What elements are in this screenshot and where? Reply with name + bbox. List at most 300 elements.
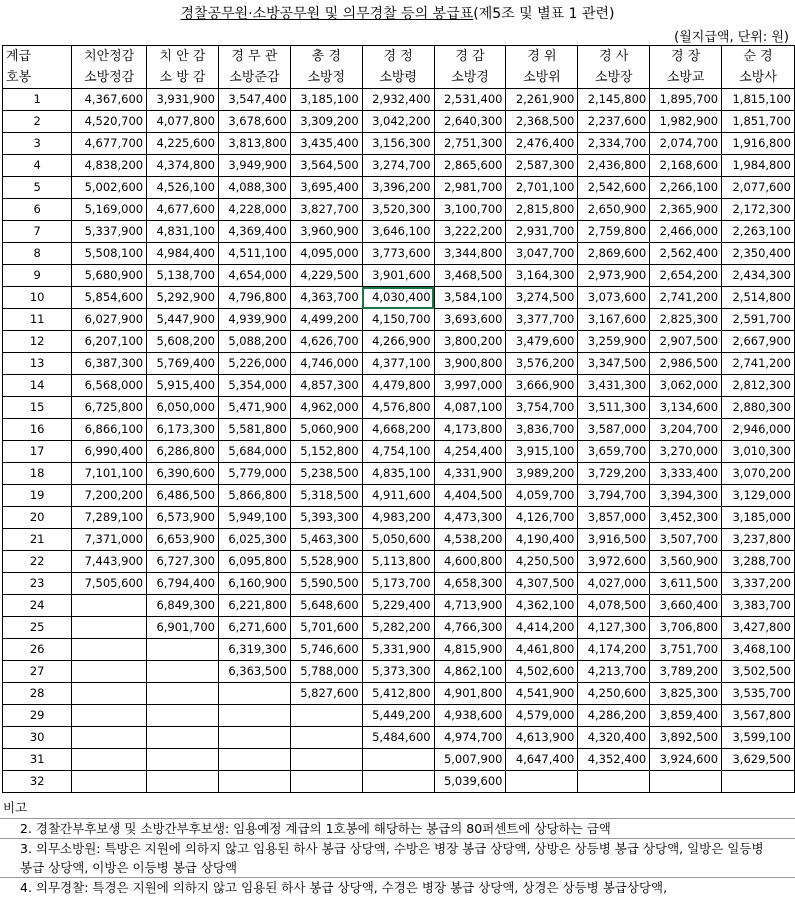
- salary-cell[interactable]: 4,059,700: [506, 485, 578, 507]
- salary-cell[interactable]: 2,640,300: [434, 111, 506, 133]
- salary-cell[interactable]: 6,286,800: [147, 441, 219, 463]
- salary-cell[interactable]: 3,646,100: [362, 221, 434, 243]
- salary-cell[interactable]: 6,725,800: [72, 397, 147, 419]
- header-rank-cell[interactable]: 치 안 감: [147, 46, 219, 68]
- salary-cell[interactable]: 2,542,600: [578, 177, 650, 199]
- step-cell[interactable]: 27: [3, 661, 72, 683]
- salary-cell[interactable]: 2,466,000: [650, 221, 722, 243]
- salary-cell[interactable]: 4,746,000: [290, 353, 362, 375]
- salary-cell[interactable]: 3,259,900: [578, 331, 650, 353]
- salary-cell[interactable]: 4,363,700: [290, 287, 362, 309]
- salary-cell[interactable]: 5,866,800: [218, 485, 290, 507]
- salary-cell[interactable]: 2,825,300: [650, 309, 722, 331]
- salary-cell[interactable]: 6,025,300: [218, 529, 290, 551]
- salary-cell[interactable]: 4,331,900: [434, 463, 506, 485]
- salary-cell[interactable]: 3,693,600: [434, 309, 506, 331]
- salary-cell[interactable]: 6,794,400: [147, 573, 219, 595]
- salary-cell[interactable]: 4,095,000: [290, 243, 362, 265]
- salary-cell[interactable]: 4,754,100: [362, 441, 434, 463]
- salary-cell[interactable]: 4,030,400: [362, 287, 434, 309]
- salary-cell[interactable]: 4,600,800: [434, 551, 506, 573]
- salary-cell[interactable]: 3,502,500: [722, 661, 795, 683]
- salary-cell[interactable]: [722, 771, 795, 793]
- salary-cell[interactable]: 2,880,300: [722, 397, 795, 419]
- header-rank-label[interactable]: 호봉: [3, 67, 72, 89]
- salary-cell[interactable]: 6,050,000: [147, 397, 219, 419]
- salary-cell[interactable]: 3,237,800: [722, 529, 795, 551]
- step-cell[interactable]: 20: [3, 507, 72, 529]
- salary-cell[interactable]: 3,333,400: [650, 463, 722, 485]
- salary-cell[interactable]: 3,789,200: [650, 661, 722, 683]
- salary-cell[interactable]: 4,901,800: [434, 683, 506, 705]
- salary-cell[interactable]: 3,010,300: [722, 441, 795, 463]
- salary-cell[interactable]: 5,039,600: [434, 771, 506, 793]
- salary-cell[interactable]: 4,626,700: [290, 331, 362, 353]
- salary-cell[interactable]: 2,261,900: [506, 89, 578, 111]
- step-cell[interactable]: 2: [3, 111, 72, 133]
- salary-cell[interactable]: 4,713,900: [434, 595, 506, 617]
- salary-cell[interactable]: 3,695,400: [290, 177, 362, 199]
- salary-cell[interactable]: 3,611,500: [650, 573, 722, 595]
- salary-cell[interactable]: 4,404,500: [434, 485, 506, 507]
- salary-cell[interactable]: 3,560,900: [650, 551, 722, 573]
- header-rank-cell[interactable]: 소 방 감: [147, 67, 219, 89]
- salary-cell[interactable]: 3,567,800: [722, 705, 795, 727]
- header-rank-cell[interactable]: 소방위: [506, 67, 578, 89]
- header-rank-cell[interactable]: 치안정감: [72, 46, 147, 68]
- salary-cell[interactable]: 4,077,800: [147, 111, 219, 133]
- step-cell[interactable]: 24: [3, 595, 72, 617]
- salary-cell[interactable]: 6,027,900: [72, 309, 147, 331]
- salary-cell[interactable]: 6,160,900: [218, 573, 290, 595]
- salary-cell[interactable]: 3,924,600: [650, 749, 722, 771]
- salary-cell[interactable]: 2,751,300: [434, 133, 506, 155]
- salary-cell[interactable]: 4,831,100: [147, 221, 219, 243]
- salary-cell[interactable]: 5,393,300: [290, 507, 362, 529]
- salary-cell[interactable]: 3,773,600: [362, 243, 434, 265]
- salary-cell[interactable]: 4,857,300: [290, 375, 362, 397]
- salary-cell[interactable]: 3,901,600: [362, 265, 434, 287]
- header-rank-cell[interactable]: 소방령: [362, 67, 434, 89]
- salary-cell[interactable]: [362, 749, 434, 771]
- salary-cell[interactable]: 3,073,600: [578, 287, 650, 309]
- salary-cell[interactable]: 5,007,900: [434, 749, 506, 771]
- salary-cell[interactable]: [290, 771, 362, 793]
- salary-cell[interactable]: 6,207,100: [72, 331, 147, 353]
- salary-cell[interactable]: 6,271,600: [218, 617, 290, 639]
- salary-cell[interactable]: 2,587,300: [506, 155, 578, 177]
- salary-cell[interactable]: 5,484,600: [362, 727, 434, 749]
- salary-cell[interactable]: 3,599,100: [722, 727, 795, 749]
- salary-cell[interactable]: 4,320,400: [578, 727, 650, 749]
- salary-cell[interactable]: 5,746,600: [290, 639, 362, 661]
- salary-cell[interactable]: 3,222,200: [434, 221, 506, 243]
- salary-cell[interactable]: 4,374,800: [147, 155, 219, 177]
- salary-cell[interactable]: 3,383,700: [722, 595, 795, 617]
- salary-cell[interactable]: 5,113,800: [362, 551, 434, 573]
- salary-cell[interactable]: 4,367,600: [72, 89, 147, 111]
- salary-cell[interactable]: 3,666,900: [506, 375, 578, 397]
- salary-cell[interactable]: 1,815,100: [722, 89, 795, 111]
- salary-cell[interactable]: 4,150,700: [362, 309, 434, 331]
- salary-cell[interactable]: 4,078,500: [578, 595, 650, 617]
- salary-cell[interactable]: [362, 771, 434, 793]
- salary-cell[interactable]: 4,250,600: [578, 683, 650, 705]
- salary-cell[interactable]: 3,751,700: [650, 639, 722, 661]
- salary-cell[interactable]: 5,590,500: [290, 573, 362, 595]
- salary-cell[interactable]: 5,471,900: [218, 397, 290, 419]
- salary-cell[interactable]: 4,911,600: [362, 485, 434, 507]
- salary-cell[interactable]: 3,288,700: [722, 551, 795, 573]
- salary-cell[interactable]: 3,827,700: [290, 199, 362, 221]
- salary-cell[interactable]: 2,168,600: [650, 155, 722, 177]
- salary-cell[interactable]: [72, 639, 147, 661]
- salary-cell[interactable]: 3,134,600: [650, 397, 722, 419]
- salary-cell[interactable]: [290, 727, 362, 749]
- salary-cell[interactable]: 5,949,100: [218, 507, 290, 529]
- salary-cell[interactable]: 3,204,700: [650, 419, 722, 441]
- salary-cell[interactable]: 4,677,600: [147, 199, 219, 221]
- step-cell[interactable]: 10: [3, 287, 72, 309]
- salary-cell[interactable]: 4,190,400: [506, 529, 578, 551]
- salary-cell[interactable]: 2,907,500: [650, 331, 722, 353]
- salary-cell[interactable]: 4,027,000: [578, 573, 650, 595]
- step-cell[interactable]: 31: [3, 749, 72, 771]
- salary-cell[interactable]: 6,387,300: [72, 353, 147, 375]
- salary-cell[interactable]: 3,892,500: [650, 727, 722, 749]
- salary-cell[interactable]: 7,443,900: [72, 551, 147, 573]
- salary-cell[interactable]: 3,660,400: [650, 595, 722, 617]
- salary-cell[interactable]: [72, 771, 147, 793]
- salary-cell[interactable]: 3,564,500: [290, 155, 362, 177]
- header-rank-cell[interactable]: 경 무 관: [218, 46, 290, 68]
- salary-cell[interactable]: 5,447,900: [147, 309, 219, 331]
- salary-cell[interactable]: 2,869,600: [578, 243, 650, 265]
- salary-cell[interactable]: 3,900,800: [434, 353, 506, 375]
- header-rank-cell[interactable]: 경 감: [434, 46, 506, 68]
- salary-cell[interactable]: 6,390,600: [147, 463, 219, 485]
- salary-cell[interactable]: 3,859,400: [650, 705, 722, 727]
- salary-cell[interactable]: 7,289,100: [72, 507, 147, 529]
- salary-cell[interactable]: 4,126,700: [506, 507, 578, 529]
- salary-cell[interactable]: 5,827,600: [290, 683, 362, 705]
- salary-cell[interactable]: 5,373,300: [362, 661, 434, 683]
- salary-cell[interactable]: 2,815,800: [506, 199, 578, 221]
- salary-cell[interactable]: 4,647,400: [506, 749, 578, 771]
- salary-cell[interactable]: 5,050,600: [362, 529, 434, 551]
- salary-cell[interactable]: [218, 749, 290, 771]
- salary-cell[interactable]: 3,427,800: [722, 617, 795, 639]
- salary-cell[interactable]: 5,788,000: [290, 661, 362, 683]
- salary-cell[interactable]: 4,835,100: [362, 463, 434, 485]
- salary-cell[interactable]: 4,796,800: [218, 287, 290, 309]
- salary-cell[interactable]: 5,292,900: [147, 287, 219, 309]
- salary-cell[interactable]: 3,825,300: [650, 683, 722, 705]
- salary-cell[interactable]: 3,659,700: [578, 441, 650, 463]
- salary-cell[interactable]: 2,368,500: [506, 111, 578, 133]
- salary-cell[interactable]: 3,070,200: [722, 463, 795, 485]
- salary-cell[interactable]: 3,507,700: [650, 529, 722, 551]
- header-rank-cell[interactable]: 소방경: [434, 67, 506, 89]
- salary-cell[interactable]: 4,502,600: [506, 661, 578, 683]
- salary-cell[interactable]: 5,229,400: [362, 595, 434, 617]
- salary-cell[interactable]: 1,982,900: [650, 111, 722, 133]
- salary-cell[interactable]: 3,989,200: [506, 463, 578, 485]
- step-cell[interactable]: 23: [3, 573, 72, 595]
- salary-cell[interactable]: [147, 749, 219, 771]
- salary-cell[interactable]: 3,576,200: [506, 353, 578, 375]
- salary-cell[interactable]: 3,754,700: [506, 397, 578, 419]
- salary-cell[interactable]: 4,520,700: [72, 111, 147, 133]
- salary-cell[interactable]: 2,654,200: [650, 265, 722, 287]
- salary-cell[interactable]: [506, 771, 578, 793]
- salary-cell[interactable]: 4,174,200: [578, 639, 650, 661]
- salary-cell[interactable]: 2,973,900: [578, 265, 650, 287]
- salary-cell[interactable]: 2,591,700: [722, 309, 795, 331]
- salary-cell[interactable]: 5,169,000: [72, 199, 147, 221]
- salary-cell[interactable]: 6,990,400: [72, 441, 147, 463]
- salary-cell[interactable]: 2,145,800: [578, 89, 650, 111]
- salary-cell[interactable]: 6,221,800: [218, 595, 290, 617]
- salary-cell[interactable]: 6,849,300: [147, 595, 219, 617]
- step-cell[interactable]: 3: [3, 133, 72, 155]
- salary-cell[interactable]: 5,648,600: [290, 595, 362, 617]
- salary-cell[interactable]: 2,865,600: [434, 155, 506, 177]
- salary-cell[interactable]: 3,520,300: [362, 199, 434, 221]
- salary-cell[interactable]: 2,476,400: [506, 133, 578, 155]
- salary-cell[interactable]: 3,949,900: [218, 155, 290, 177]
- salary-cell[interactable]: 5,608,200: [147, 331, 219, 353]
- salary-cell[interactable]: 7,101,100: [72, 463, 147, 485]
- salary-cell[interactable]: 3,047,700: [506, 243, 578, 265]
- salary-cell[interactable]: 2,514,800: [722, 287, 795, 309]
- salary-cell[interactable]: [578, 771, 650, 793]
- salary-cell[interactable]: 2,334,700: [578, 133, 650, 155]
- salary-cell[interactable]: 3,431,300: [578, 375, 650, 397]
- salary-cell[interactable]: [147, 727, 219, 749]
- salary-cell[interactable]: 4,668,200: [362, 419, 434, 441]
- salary-cell[interactable]: 4,088,300: [218, 177, 290, 199]
- salary-cell[interactable]: 4,473,300: [434, 507, 506, 529]
- salary-cell[interactable]: 3,997,000: [434, 375, 506, 397]
- salary-cell[interactable]: 3,916,500: [578, 529, 650, 551]
- step-cell[interactable]: 1: [3, 89, 72, 111]
- salary-cell[interactable]: 4,838,200: [72, 155, 147, 177]
- header-rank-cell[interactable]: 소방정: [290, 67, 362, 89]
- salary-cell[interactable]: [147, 771, 219, 793]
- step-cell[interactable]: 11: [3, 309, 72, 331]
- salary-cell[interactable]: 6,568,000: [72, 375, 147, 397]
- header-rank-cell[interactable]: 경 사: [578, 46, 650, 68]
- salary-cell[interactable]: 4,526,100: [147, 177, 219, 199]
- salary-cell[interactable]: 3,836,700: [506, 419, 578, 441]
- salary-cell[interactable]: 4,414,200: [506, 617, 578, 639]
- header-rank-cell[interactable]: 경 정: [362, 46, 434, 68]
- salary-cell[interactable]: 3,729,200: [578, 463, 650, 485]
- salary-cell[interactable]: 3,535,700: [722, 683, 795, 705]
- salary-cell[interactable]: 6,486,500: [147, 485, 219, 507]
- salary-cell[interactable]: 3,274,700: [362, 155, 434, 177]
- salary-cell[interactable]: 6,173,300: [147, 419, 219, 441]
- salary-cell[interactable]: 4,173,800: [434, 419, 506, 441]
- salary-cell[interactable]: 4,658,300: [434, 573, 506, 595]
- salary-cell[interactable]: 4,576,800: [362, 397, 434, 419]
- salary-cell[interactable]: 2,931,700: [506, 221, 578, 243]
- salary-cell[interactable]: [72, 705, 147, 727]
- salary-cell[interactable]: 3,587,000: [578, 419, 650, 441]
- step-cell[interactable]: 21: [3, 529, 72, 551]
- salary-cell[interactable]: 5,318,500: [290, 485, 362, 507]
- salary-cell[interactable]: 3,394,300: [650, 485, 722, 507]
- salary-cell[interactable]: 1,916,800: [722, 133, 795, 155]
- salary-cell[interactable]: 2,237,600: [578, 111, 650, 133]
- salary-cell[interactable]: 2,074,700: [650, 133, 722, 155]
- header-rank-cell[interactable]: 총 경: [290, 46, 362, 68]
- header-rank-cell[interactable]: 소방장: [578, 67, 650, 89]
- salary-cell[interactable]: [147, 661, 219, 683]
- salary-cell[interactable]: [72, 617, 147, 639]
- salary-cell[interactable]: 3,274,500: [506, 287, 578, 309]
- salary-cell[interactable]: 4,511,100: [218, 243, 290, 265]
- salary-cell[interactable]: 3,452,300: [650, 507, 722, 529]
- salary-cell[interactable]: 5,354,000: [218, 375, 290, 397]
- header-rank-cell[interactable]: 소방사: [722, 67, 795, 89]
- salary-cell[interactable]: 5,138,700: [147, 265, 219, 287]
- salary-cell[interactable]: 5,508,100: [72, 243, 147, 265]
- salary-cell[interactable]: 4,362,100: [506, 595, 578, 617]
- salary-cell[interactable]: 2,701,100: [506, 177, 578, 199]
- salary-cell[interactable]: [650, 771, 722, 793]
- salary-cell[interactable]: 5,684,000: [218, 441, 290, 463]
- step-cell[interactable]: 15: [3, 397, 72, 419]
- salary-cell[interactable]: [290, 705, 362, 727]
- salary-cell[interactable]: 5,412,800: [362, 683, 434, 705]
- salary-cell[interactable]: 2,266,100: [650, 177, 722, 199]
- step-cell[interactable]: 17: [3, 441, 72, 463]
- step-cell[interactable]: 28: [3, 683, 72, 705]
- step-cell[interactable]: 6: [3, 199, 72, 221]
- salary-cell[interactable]: 4,499,200: [290, 309, 362, 331]
- salary-cell[interactable]: 5,173,700: [362, 573, 434, 595]
- salary-cell[interactable]: 5,282,200: [362, 617, 434, 639]
- salary-cell[interactable]: 4,815,900: [434, 639, 506, 661]
- salary-cell[interactable]: 2,650,900: [578, 199, 650, 221]
- salary-cell[interactable]: 5,915,400: [147, 375, 219, 397]
- header-rank-cell[interactable]: 경 장: [650, 46, 722, 68]
- salary-cell[interactable]: 5,854,600: [72, 287, 147, 309]
- salary-cell[interactable]: 4,983,200: [362, 507, 434, 529]
- salary-cell[interactable]: 1,895,700: [650, 89, 722, 111]
- salary-cell[interactable]: 3,468,100: [722, 639, 795, 661]
- salary-cell[interactable]: 7,371,000: [72, 529, 147, 551]
- salary-cell[interactable]: 7,200,200: [72, 485, 147, 507]
- salary-cell[interactable]: 2,365,900: [650, 199, 722, 221]
- header-rank-cell[interactable]: 소방준감: [218, 67, 290, 89]
- salary-cell[interactable]: 2,932,400: [362, 89, 434, 111]
- salary-cell[interactable]: 4,307,500: [506, 573, 578, 595]
- salary-cell[interactable]: 4,127,300: [578, 617, 650, 639]
- salary-cell[interactable]: 4,974,700: [434, 727, 506, 749]
- salary-cell[interactable]: 6,727,300: [147, 551, 219, 573]
- salary-cell[interactable]: 6,866,100: [72, 419, 147, 441]
- salary-cell[interactable]: 3,511,300: [578, 397, 650, 419]
- salary-cell[interactable]: 3,584,100: [434, 287, 506, 309]
- salary-cell[interactable]: 3,129,000: [722, 485, 795, 507]
- salary-cell[interactable]: 3,960,900: [290, 221, 362, 243]
- salary-cell[interactable]: 4,213,700: [578, 661, 650, 683]
- salary-cell[interactable]: 4,766,300: [434, 617, 506, 639]
- salary-cell[interactable]: 5,680,900: [72, 265, 147, 287]
- salary-cell[interactable]: 4,677,700: [72, 133, 147, 155]
- salary-cell[interactable]: 3,167,600: [578, 309, 650, 331]
- step-cell[interactable]: 18: [3, 463, 72, 485]
- salary-cell[interactable]: 3,270,000: [650, 441, 722, 463]
- salary-cell[interactable]: 2,946,000: [722, 419, 795, 441]
- salary-cell[interactable]: 3,468,500: [434, 265, 506, 287]
- salary-cell[interactable]: 3,377,700: [506, 309, 578, 331]
- salary-cell[interactable]: 2,263,100: [722, 221, 795, 243]
- salary-cell[interactable]: 3,164,300: [506, 265, 578, 287]
- salary-cell[interactable]: 5,331,900: [362, 639, 434, 661]
- step-cell[interactable]: 19: [3, 485, 72, 507]
- salary-cell[interactable]: 6,319,300: [218, 639, 290, 661]
- salary-cell[interactable]: 5,581,800: [218, 419, 290, 441]
- salary-cell[interactable]: 4,286,200: [578, 705, 650, 727]
- salary-cell[interactable]: 4,250,500: [506, 551, 578, 573]
- salary-cell[interactable]: 6,573,900: [147, 507, 219, 529]
- salary-cell[interactable]: 4,228,000: [218, 199, 290, 221]
- salary-cell[interactable]: 4,229,500: [290, 265, 362, 287]
- step-cell[interactable]: 8: [3, 243, 72, 265]
- salary-cell[interactable]: 3,042,200: [362, 111, 434, 133]
- step-cell[interactable]: 13: [3, 353, 72, 375]
- salary-cell[interactable]: 3,347,500: [578, 353, 650, 375]
- salary-cell[interactable]: 2,667,900: [722, 331, 795, 353]
- salary-cell[interactable]: 5,002,600: [72, 177, 147, 199]
- salary-cell[interactable]: [147, 683, 219, 705]
- salary-cell[interactable]: 3,706,800: [650, 617, 722, 639]
- salary-cell[interactable]: [218, 727, 290, 749]
- step-cell[interactable]: 26: [3, 639, 72, 661]
- salary-cell[interactable]: 5,449,200: [362, 705, 434, 727]
- salary-cell[interactable]: 4,266,900: [362, 331, 434, 353]
- salary-cell[interactable]: 3,972,600: [578, 551, 650, 573]
- salary-cell[interactable]: 5,779,000: [218, 463, 290, 485]
- salary-cell[interactable]: 2,436,800: [578, 155, 650, 177]
- salary-cell[interactable]: 4,479,800: [362, 375, 434, 397]
- step-cell[interactable]: 14: [3, 375, 72, 397]
- step-cell[interactable]: 16: [3, 419, 72, 441]
- salary-cell[interactable]: 3,629,500: [722, 749, 795, 771]
- salary-cell[interactable]: 3,813,800: [218, 133, 290, 155]
- step-cell[interactable]: 25: [3, 617, 72, 639]
- header-rank-cell[interactable]: 소방정감: [72, 67, 147, 89]
- salary-cell[interactable]: 4,352,400: [578, 749, 650, 771]
- header-rank-cell[interactable]: 경 위: [506, 46, 578, 68]
- salary-cell[interactable]: 3,435,400: [290, 133, 362, 155]
- salary-cell[interactable]: 3,547,400: [218, 89, 290, 111]
- salary-cell[interactable]: 1,984,800: [722, 155, 795, 177]
- salary-cell[interactable]: 2,741,200: [722, 353, 795, 375]
- step-cell[interactable]: 29: [3, 705, 72, 727]
- salary-cell[interactable]: 2,759,800: [578, 221, 650, 243]
- salary-cell[interactable]: 4,613,900: [506, 727, 578, 749]
- salary-cell[interactable]: 5,060,900: [290, 419, 362, 441]
- salary-cell[interactable]: 5,337,900: [72, 221, 147, 243]
- salary-cell[interactable]: 5,226,000: [218, 353, 290, 375]
- salary-cell[interactable]: 6,901,700: [147, 617, 219, 639]
- salary-cell[interactable]: 3,800,200: [434, 331, 506, 353]
